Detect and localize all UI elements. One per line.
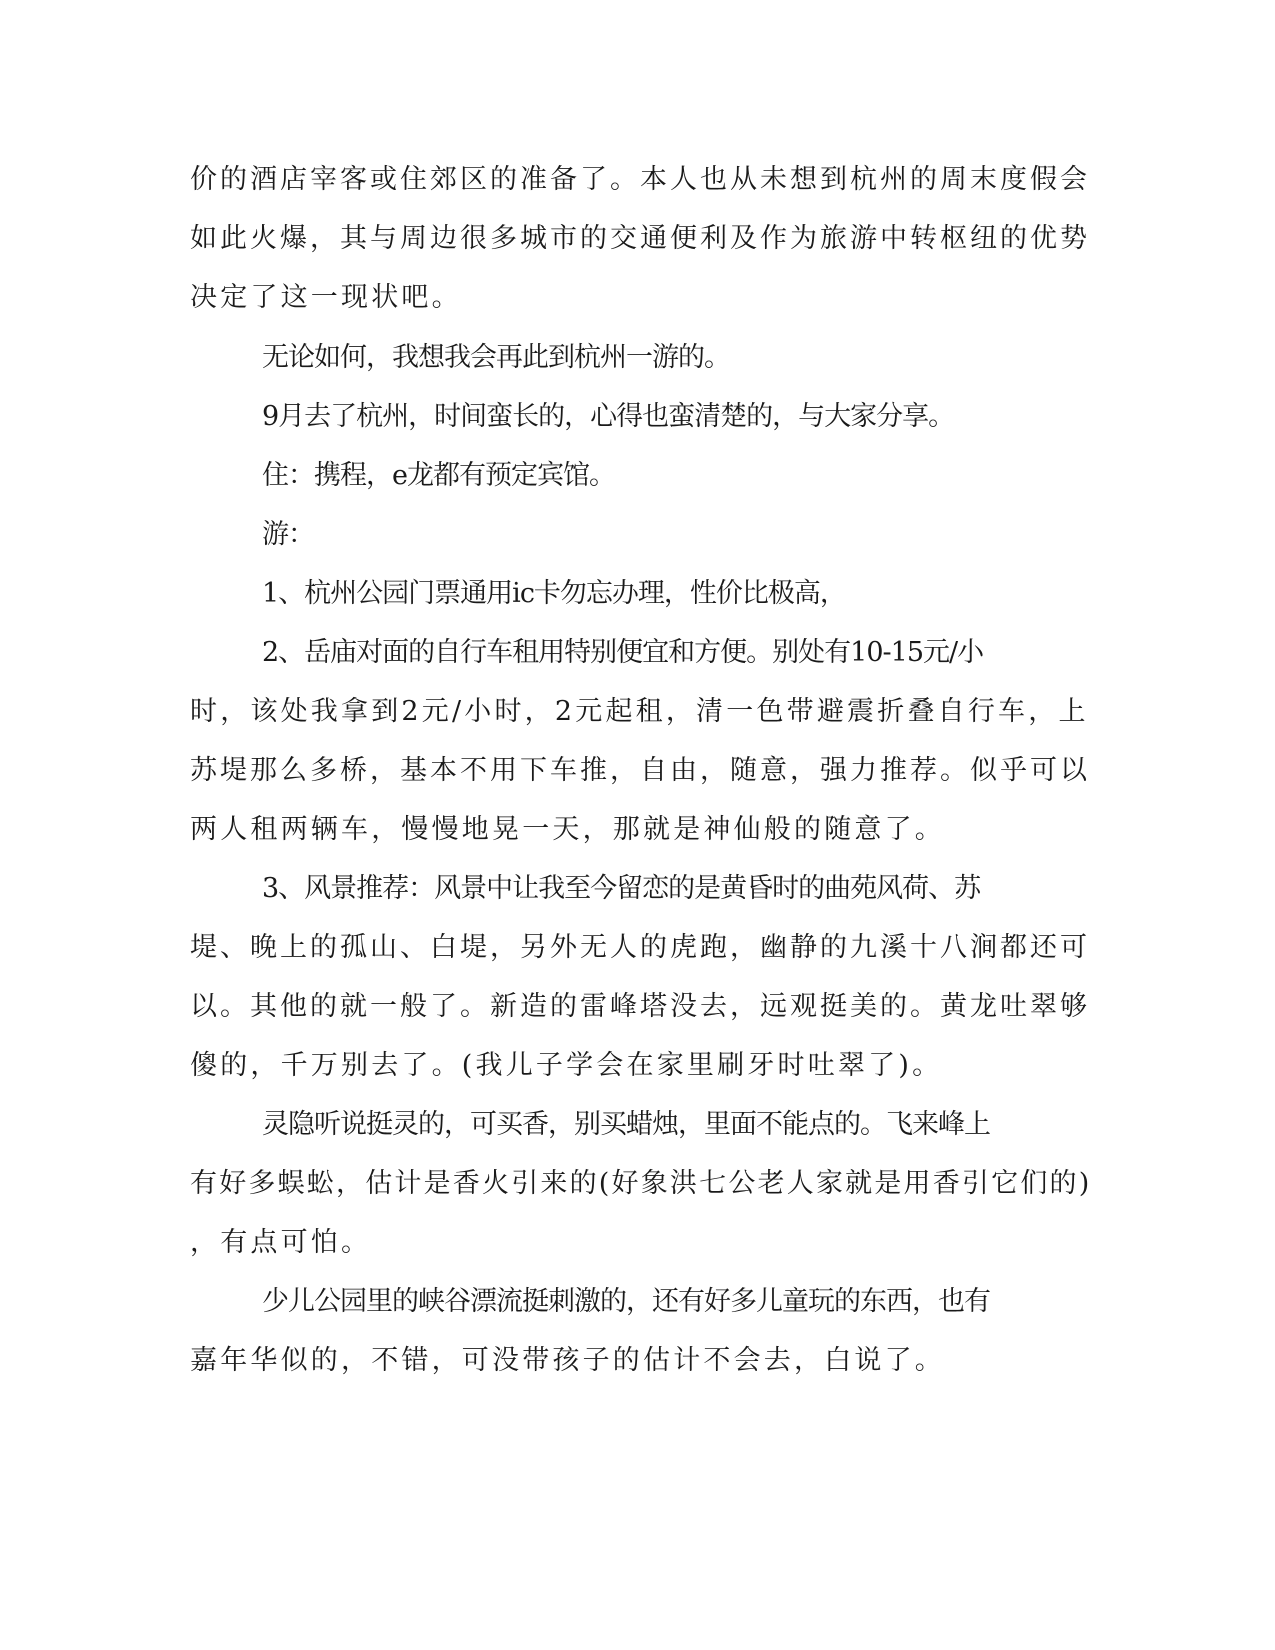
text-line: 价的酒店宰客或住郊区的准备了。本人也从未想到杭州的周末度假会 bbox=[190, 164, 1090, 195]
text-line: 2、岳庙对面的自行车租用特别便宜和方便。别处有10-15元/小 bbox=[262, 637, 984, 668]
text-line: 有好多蜈蚣，估计是香火引来的(好象洪七公老人家就是用香引它们的) bbox=[190, 1168, 1092, 1199]
text-line: 堤、晚上的孤山、白堤，另外无人的虎跑，幽静的九溪十八涧都还可 bbox=[190, 932, 1090, 963]
text-line: 少儿公园里的峡谷漂流挺刺激的，还有好多儿童玩的东西，也有 bbox=[262, 1286, 990, 1317]
text-line: 灵隐听说挺灵的，可买香，别买蜡烛，里面不能点的。飞来峰上 bbox=[262, 1109, 990, 1140]
text-line: 无论如何，我想我会再此到杭州一游的。 bbox=[262, 342, 730, 373]
text-line: 苏堤那么多桥，基本不用下车推，自由，随意，强力推荐。似乎可以 bbox=[190, 755, 1090, 786]
text-line: 住：携程，e龙都有预定宾馆。 bbox=[262, 460, 615, 491]
text-line: 如此火爆，其与周边很多城市的交通便利及作为旅游中转枢纽的优势 bbox=[190, 223, 1090, 254]
text-line: 嘉年华似的，不错，可没带孩子的估计不会去，白说了。 bbox=[190, 1345, 945, 1376]
text-line: ，有点可怕。 bbox=[190, 1227, 372, 1258]
text-line: 傻的，千万别去了。(我儿子学会在家里刷牙时吐翠了)。 bbox=[190, 1050, 943, 1081]
text-line: 两人租两辆车，慢慢地晃一天，那就是神仙般的随意了。 bbox=[190, 814, 945, 845]
text-line: 决定了这一现状吧。 bbox=[190, 282, 462, 313]
text-line: 时，该处我拿到2元/小时，2元起租，清一色带避震折叠自行车，上 bbox=[190, 696, 1089, 727]
text-line: 3、风景推荐：风景中让我至今留恋的是黄昏时的曲苑风荷、苏 bbox=[262, 873, 981, 904]
text-line: 9月去了杭州，时间蛮长的，心得也蛮清楚的，与大家分享。 bbox=[262, 401, 955, 432]
text-line: 以。其他的就一般了。新造的雷峰塔没去，远观挺美的。黄龙吐翠够 bbox=[190, 991, 1090, 1022]
text-line: 1、杭州公园门票通用ic卡勿忘办理，性价比极高， bbox=[262, 578, 846, 609]
text-line: 游： bbox=[262, 519, 314, 550]
